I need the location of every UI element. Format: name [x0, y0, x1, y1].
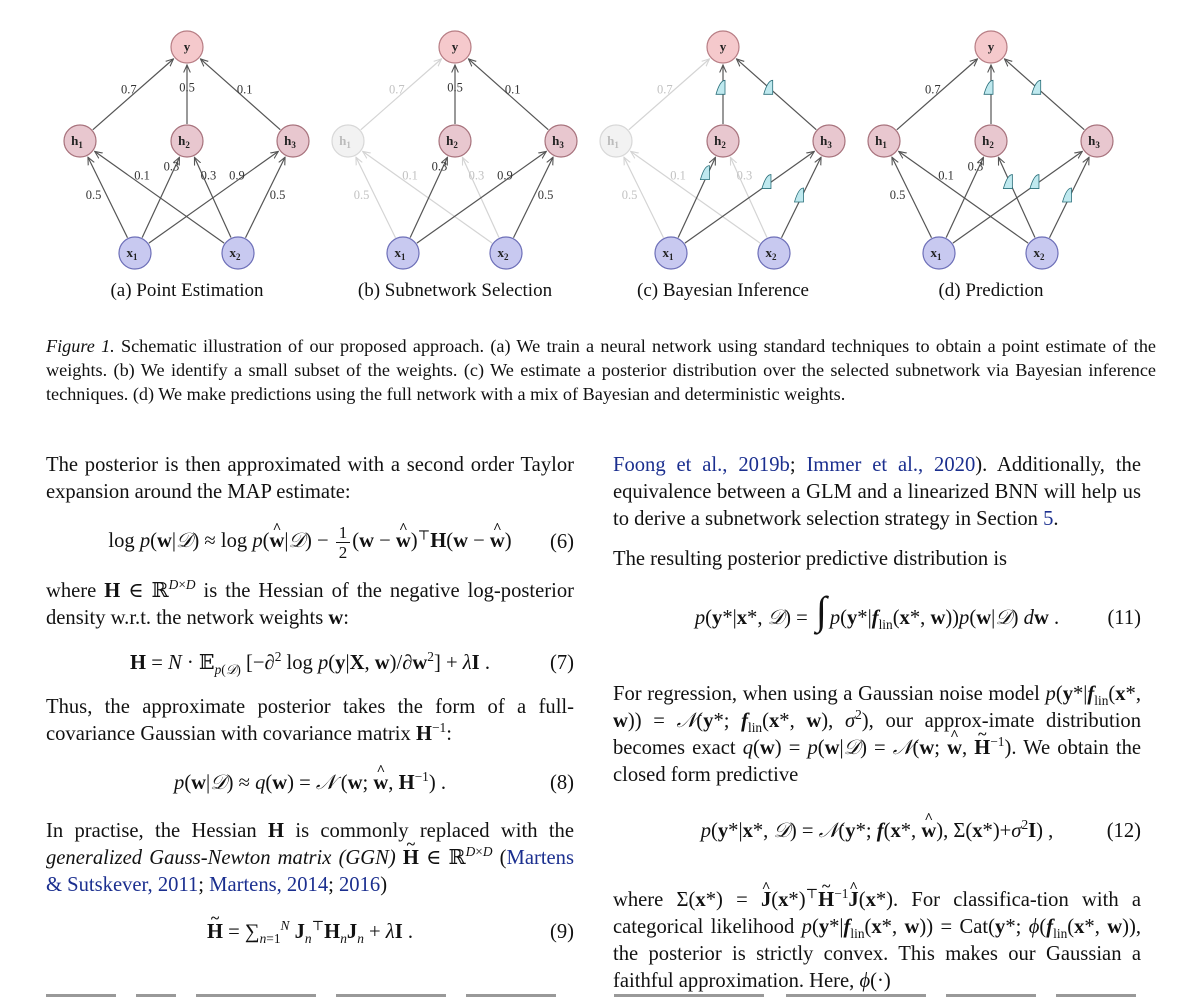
node-h2-label: $h_2$ [178, 133, 190, 150]
node-x2-label: $x_2$ [497, 245, 509, 262]
node-y-label: y [183, 39, 191, 54]
edge-x1-h2-label: 0.3 [431, 159, 448, 174]
equation-6-number: (6) [549, 530, 574, 553]
equation-9-number: (9) [549, 920, 574, 943]
text-replaced: is commonly replaced with the [295, 820, 574, 842]
subcaption-b: (b) Subnetwork Selection [357, 280, 553, 301]
equation-11 [613, 573, 1141, 663]
edge-h3-y-label: 0.1 [504, 82, 521, 97]
node-h2-label: $h_2$ [982, 133, 994, 150]
edge-h2-y-posterior [984, 80, 993, 94]
node-h1-label: $h_1$ [875, 133, 887, 150]
node-x2-label: $x_2$ [229, 245, 241, 262]
paragraph-approx-posterior: Thus, the approximate posterior takes the form of a full-covariance Gaussian with covariance matrix $H^{-1}$: [46, 696, 574, 745]
edge-x1-h1-label: 0.5 [889, 188, 906, 202]
cut-off-text-line [46, 994, 1146, 1002]
equation-11-number: (11) [1107, 606, 1141, 629]
edge-x2-h3-posterior [1063, 188, 1072, 202]
panel-d [868, 31, 1113, 269]
subcaption-c: (c) Bayesian Inference [637, 280, 809, 301]
node-h1-label: $h_1$ [339, 133, 351, 150]
text-where-sigma: where [613, 889, 664, 911]
edge-h1-y-label: 0.7 [925, 82, 941, 97]
node-h3-label: $h_3$ [284, 133, 296, 150]
text-ggn: generalized Gauss-Newton matrix (GGN) [46, 847, 396, 869]
edge-x1-h3-label: 0.9 [229, 168, 245, 183]
equation-8-body: p(w|𝒟) ≈ q(w) = 𝒩 (w; ^ w, $H^{-1}$) . [174, 770, 446, 797]
equation-7-number: (7) [549, 651, 574, 674]
text-regression: For regression, when using a Gaussian noise model [613, 683, 1040, 705]
node-x2-label: $x_2$ [765, 245, 777, 262]
edge-x2-h2-label: 0.3 [468, 168, 485, 183]
equation-8 [46, 748, 574, 818]
edge-x2-h2-label: 0.3 [736, 168, 753, 183]
edge-h1-y-label: 0.7 [121, 82, 137, 97]
section-link[interactable]: 5 [1043, 508, 1054, 530]
text-convex: the posterior is strictly convex. This makes our Gaussian a faithful approximation. Here, [613, 943, 1141, 992]
subcaption-d: (d) Prediction [938, 280, 1044, 301]
node-y-label: y [987, 39, 995, 54]
paragraph-regression: For regression, when using a Gaussian noise model $p(y*|f_{lin}(x*$, w)) = 𝒩(y*; $f_{lin}(x*$, w), $\sigma^2$), our approx-imate distribution becomes exact q(w) = p(w|𝒟) = 𝒩(w; ^ w, ~ $H^{-1}$). We obtain the closed form predictive [613, 681, 1141, 789]
text-closed-form: We obtain the closed form predictive [613, 737, 1142, 786]
edge-h3-y [736, 59, 816, 130]
edge-h2-y-label: 0.5 [447, 80, 463, 95]
edge-x2-h1-label: 0.1 [938, 168, 954, 183]
subcaption-a: (a) Point Estimation [110, 280, 264, 301]
edge-x1-h3-posterior [762, 175, 771, 189]
paragraph-hessian: where H ∈ ℝ$^{D\times D}$ is the Hessian of the negative log-posterior density w.r.t. the network weights w: [46, 577, 574, 629]
edge-x1-h1-label: 0.5 [353, 188, 370, 202]
equation-6 [46, 506, 574, 578]
paragraph-glm: Foong et al., 2019b; Immer et al., 2020). Additionally, the equivalence between a GLM and a linearized BNN will help us to derive a subnetwork selection strategy in Section 5. [613, 454, 1141, 530]
edge-x1-h1-label: 0.5 [621, 188, 638, 202]
edge-x1-h1-label: 0.5 [85, 188, 102, 202]
paragraph-taylor: The posterior is then approximated with a second order Taylor expansion around the MAP estimate: [46, 454, 574, 503]
equation-9 [46, 899, 574, 965]
edge-h3-y [1004, 59, 1084, 130]
edge-x2-h1-label: 0.1 [670, 168, 686, 183]
citation-foong-2019b[interactable]: Foong et al., 2019b [613, 454, 790, 476]
edge-x1-h2-label: 0.3 [967, 159, 984, 174]
node-h1-label: $h_1$ [607, 133, 619, 150]
text-glm: Additionally, the equivalence between a GLM and a linearized BNN will help us to derive a subnetwork selection strategy in Section [613, 454, 1141, 530]
edge-h1-y-label: 0.7 [389, 82, 405, 97]
figure-caption-text: Schematic illustration of our proposed approach. (a) We train a neural network using standard techniques to obtain a point estimate of the weights. (b) We identify a small subset of the weights. (c) We estimate a posterior distribution over the selected subnetwork via Bayesian inference techniques. (d) We make predictions using the full network with a mix of Bayesian and deterministic weights. [46, 336, 1157, 404]
citation-2016[interactable]: 2016 [339, 874, 381, 896]
citation-immer-2020[interactable]: Immer et al., 2020 [806, 454, 976, 476]
equation-7-body: H = N · 𝔼$_{p(𝒟)}$ [−∂$^2$ log p(y|X, $w)/\partial w^2] + \lambda I$ . [130, 648, 490, 677]
text-classification: For classifica-tion with a categorical likelihood [613, 889, 1141, 938]
left-column [46, 452, 574, 965]
node-x1-label: $x_1$ [930, 245, 942, 262]
node-h3-label: $h_3$ [1088, 133, 1100, 150]
text-approx-posterior: Thus, the approximate posterior takes the form of a full-covariance Gaussian with covariance matrix [46, 696, 574, 745]
node-y-label: y [719, 39, 727, 54]
edge-h3-y-label: 0.1 [236, 82, 253, 97]
edge-h1-y-label: 0.7 [657, 82, 673, 97]
text-exact: our approx-imate distribution becomes exact [613, 710, 1142, 759]
equation-12-body: p(y*|x*, 𝒟) = 𝒩(y*; f(x*, ^ w), $\Sigma(x*)+\sigma^2I$) , [701, 818, 1054, 845]
node-h3-label: $h_3$ [820, 133, 832, 150]
edge-h2-y-label: 0.5 [179, 80, 195, 95]
edge-x2-h1 [95, 151, 224, 243]
edge-x2-h1-label: 0.1 [402, 168, 418, 183]
edge-h3-y-posterior [764, 80, 773, 94]
text-practise: In practise, the Hessian [46, 820, 257, 842]
edge-x2-h3-label: 0.5 [537, 188, 554, 202]
edge-x1-h2-posterior [700, 166, 709, 180]
edge-x2-h1 [363, 151, 492, 243]
node-h2-label: $h_2$ [714, 133, 726, 150]
node-x1-label: $x_1$ [394, 245, 406, 262]
text-where: where [46, 580, 97, 602]
citation-martens-sutskever-2011[interactable]: Martens & Sutskever, 2011 [46, 847, 574, 896]
figure-1 [0, 0, 1200, 310]
edge-h3-y-posterior [1032, 80, 1041, 94]
node-x1-label: $x_1$ [662, 245, 674, 262]
edge-x1-h3-label: 0.9 [497, 168, 513, 183]
edge-x2-h1 [899, 151, 1028, 243]
text-hessian-desc: is the Hessian of the negative log-posterior density w.r.t. the network weights [46, 580, 574, 629]
citation-martens-2014[interactable]: Martens, 2014 [209, 874, 329, 896]
paragraph-ggn: In practise, the Hessian H is commonly replaced with the generalized Gauss-Newton matrix (GGN) ~ H ∈ ℝ$^{D\times D}$ (Martens & Sutskever, 2011; Martens, 2014; 2016) [46, 818, 574, 899]
equation-8-number: (8) [549, 771, 574, 794]
equation-11-body: p(y*|x*, 𝒟) = ∫ $p(y*|f_{lin}(x*$, w))p(w|𝒟) dw . [694, 587, 1060, 633]
edge-x2-h1 [631, 151, 760, 243]
paragraph-predictive: The resulting posterior predictive distribution is [613, 548, 1008, 570]
equation-9-body: ~ $H = \sum_{n=1}^N$ $J_n^⊤H_nJ_n + \lambda I$ . [207, 919, 413, 946]
edge-h2-y-posterior [716, 80, 725, 94]
edge-x1-h3 [685, 151, 814, 243]
node-x2-label: $x_2$ [1033, 245, 1045, 262]
paragraph-classification: where Σ(x*) = ^ J(x*)⊤~ $H^{-1}\^{}$ J(x*). For classifica-tion with a categorical likelihood $p(y*|f_{lin}(x*$, w)) = Cat(y*; $\phi(f_{lin}(x*$, w)), the posterior is strictly convex. This makes our Gaussian a faithful approximation. Here, ϕ(·) [613, 887, 1141, 995]
node-y-label: y [451, 39, 459, 54]
figure-label: Figure 1. [46, 336, 115, 356]
equation-6-body: log p(w|𝒟) ≈ log p(^ w|𝒟) − $\frac{1}{2}$ (w − ^ w)⊤H(w − ^ w) [108, 523, 511, 562]
node-h2-label: $h_2$ [446, 133, 458, 150]
edge-x1-h2-label: 0.3 [163, 159, 180, 174]
right-column [613, 452, 1141, 995]
panel-a [64, 31, 309, 269]
equation-7 [46, 632, 574, 694]
node-x1-label: $x_1$ [126, 245, 138, 262]
equation-12 [613, 789, 1141, 873]
equation-12-number: (12) [1106, 819, 1141, 842]
edge-x2-h1-label: 0.1 [134, 168, 150, 183]
figure-caption [46, 334, 1156, 406]
node-h1-label: $h_1$ [71, 133, 83, 150]
edge-x2-h3-posterior [795, 188, 804, 202]
node-h3-label: $h_3$ [552, 133, 564, 150]
edge-x2-h2-label: 0.3 [200, 168, 217, 183]
edge-x1-h3-posterior [1030, 175, 1039, 189]
panel-b [332, 31, 577, 269]
figure-1-diagrams [0, 0, 1200, 280]
edge-x2-h3-label: 0.5 [269, 188, 286, 202]
panel-c [600, 31, 845, 269]
